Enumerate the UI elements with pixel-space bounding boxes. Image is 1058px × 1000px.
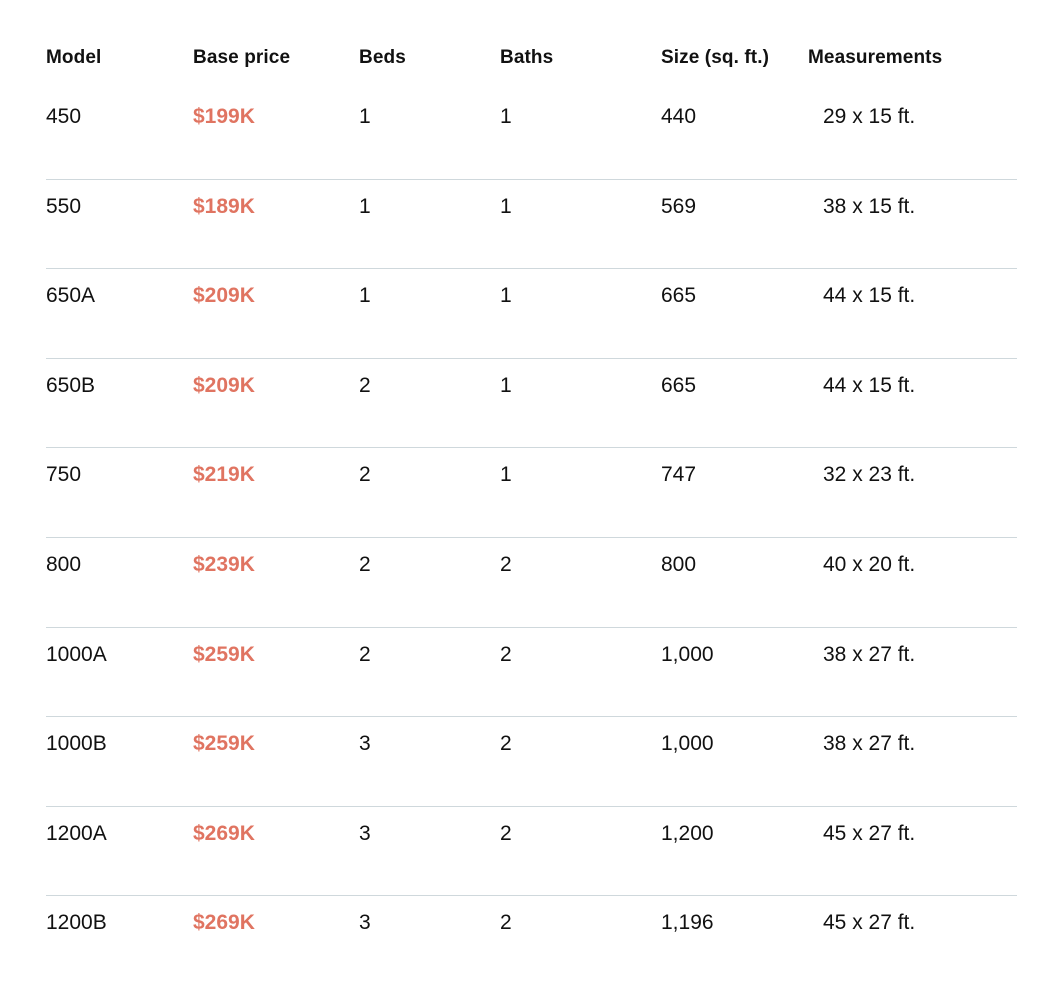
cell-size: 569	[661, 194, 697, 218]
table-row[interactable]	[46, 359, 1017, 449]
cell-baths: 1	[500, 463, 512, 487]
cell-size: 1,000	[661, 732, 714, 756]
cell-measurements: 44 x 15 ft.	[823, 373, 916, 397]
cell-size: 1,000	[661, 642, 714, 666]
table-body	[46, 90, 1017, 986]
cell-measurements: 40 x 20 ft.	[823, 552, 916, 576]
cell-size: 1,196	[661, 911, 714, 935]
cell-measurements: 29 x 15 ft.	[823, 105, 916, 128]
cell-size: 800	[661, 552, 697, 576]
cell-base-price: $199K	[193, 105, 255, 128]
cell-beds: 2	[359, 552, 371, 576]
cell-baths: 1	[500, 105, 512, 128]
cell-size: 665	[661, 284, 697, 308]
table-row[interactable]	[46, 269, 1017, 359]
cell-model: 1000B	[46, 732, 107, 756]
cell-model: 1200A	[46, 821, 107, 845]
cell-beds: 1	[359, 284, 371, 308]
table-row[interactable]	[46, 717, 1017, 807]
cell-model: 800	[46, 552, 82, 576]
cell-beds: 3	[359, 821, 371, 845]
table-row[interactable]	[46, 896, 1017, 986]
cell-beds: 2	[359, 463, 371, 487]
cell-measurements: 44 x 15 ft.	[823, 284, 916, 308]
cell-model: 1200B	[46, 911, 107, 935]
cell-base-price: $269K	[193, 911, 255, 935]
cell-baths: 2	[500, 911, 512, 935]
cell-base-price: $259K	[193, 732, 255, 756]
table-row[interactable]	[46, 448, 1017, 538]
cell-measurements: 45 x 27 ft.	[823, 821, 916, 845]
cell-base-price: $209K	[193, 284, 255, 308]
table-row[interactable]	[46, 807, 1017, 897]
cell-model: 1000A	[46, 642, 107, 666]
cell-base-price: $209K	[193, 373, 255, 397]
cell-base-price: $189K	[193, 194, 255, 218]
cell-baths: 1	[500, 194, 512, 218]
table-row[interactable]	[46, 180, 1017, 270]
cell-model: 750	[46, 463, 82, 487]
cell-measurements: 38 x 15 ft.	[823, 194, 916, 218]
cell-measurements: 38 x 27 ft.	[823, 642, 916, 666]
header-size[interactable]: Size (sq. ft.)	[661, 47, 770, 68]
cell-base-price: $269K	[193, 821, 255, 845]
table-row[interactable]	[46, 628, 1017, 718]
cell-base-price: $239K	[193, 552, 255, 576]
cell-beds: 1	[359, 194, 371, 218]
cell-baths: 2	[500, 552, 512, 576]
header-baths[interactable]: Baths	[500, 47, 554, 68]
cell-measurements: 38 x 27 ft.	[823, 732, 916, 756]
header-model[interactable]: Model	[46, 47, 102, 68]
cell-model: 550	[46, 194, 82, 218]
cell-size: 665	[661, 373, 697, 397]
cell-size: 747	[661, 463, 697, 487]
table-header	[46, 0, 1017, 90]
header-measurements[interactable]: Measurements	[808, 47, 943, 68]
cell-beds: 3	[359, 732, 371, 756]
table-row[interactable]	[46, 90, 1017, 180]
cell-model: 650B	[46, 373, 96, 397]
models-table	[46, 0, 1017, 986]
cell-base-price: $219K	[193, 463, 255, 487]
cell-baths: 1	[500, 373, 512, 397]
cell-model: 450	[46, 105, 82, 128]
cell-model: 650A	[46, 284, 96, 308]
table-row[interactable]	[46, 538, 1017, 628]
cell-beds: 1	[359, 105, 371, 128]
cell-size: 440	[661, 105, 697, 128]
header-beds[interactable]: Beds	[359, 47, 406, 68]
cell-size: 1,200	[661, 821, 714, 845]
cell-beds: 2	[359, 642, 371, 666]
cell-baths: 2	[500, 642, 512, 666]
header-base-price[interactable]: Base price	[193, 47, 291, 68]
cell-measurements: 45 x 27 ft.	[823, 911, 916, 935]
cell-measurements: 32 x 23 ft.	[823, 463, 916, 487]
cell-base-price: $259K	[193, 642, 255, 666]
cell-baths: 2	[500, 821, 512, 845]
cell-beds: 3	[359, 911, 371, 935]
cell-baths: 1	[500, 284, 512, 308]
cell-beds: 2	[359, 373, 371, 397]
cell-baths: 2	[500, 732, 512, 756]
